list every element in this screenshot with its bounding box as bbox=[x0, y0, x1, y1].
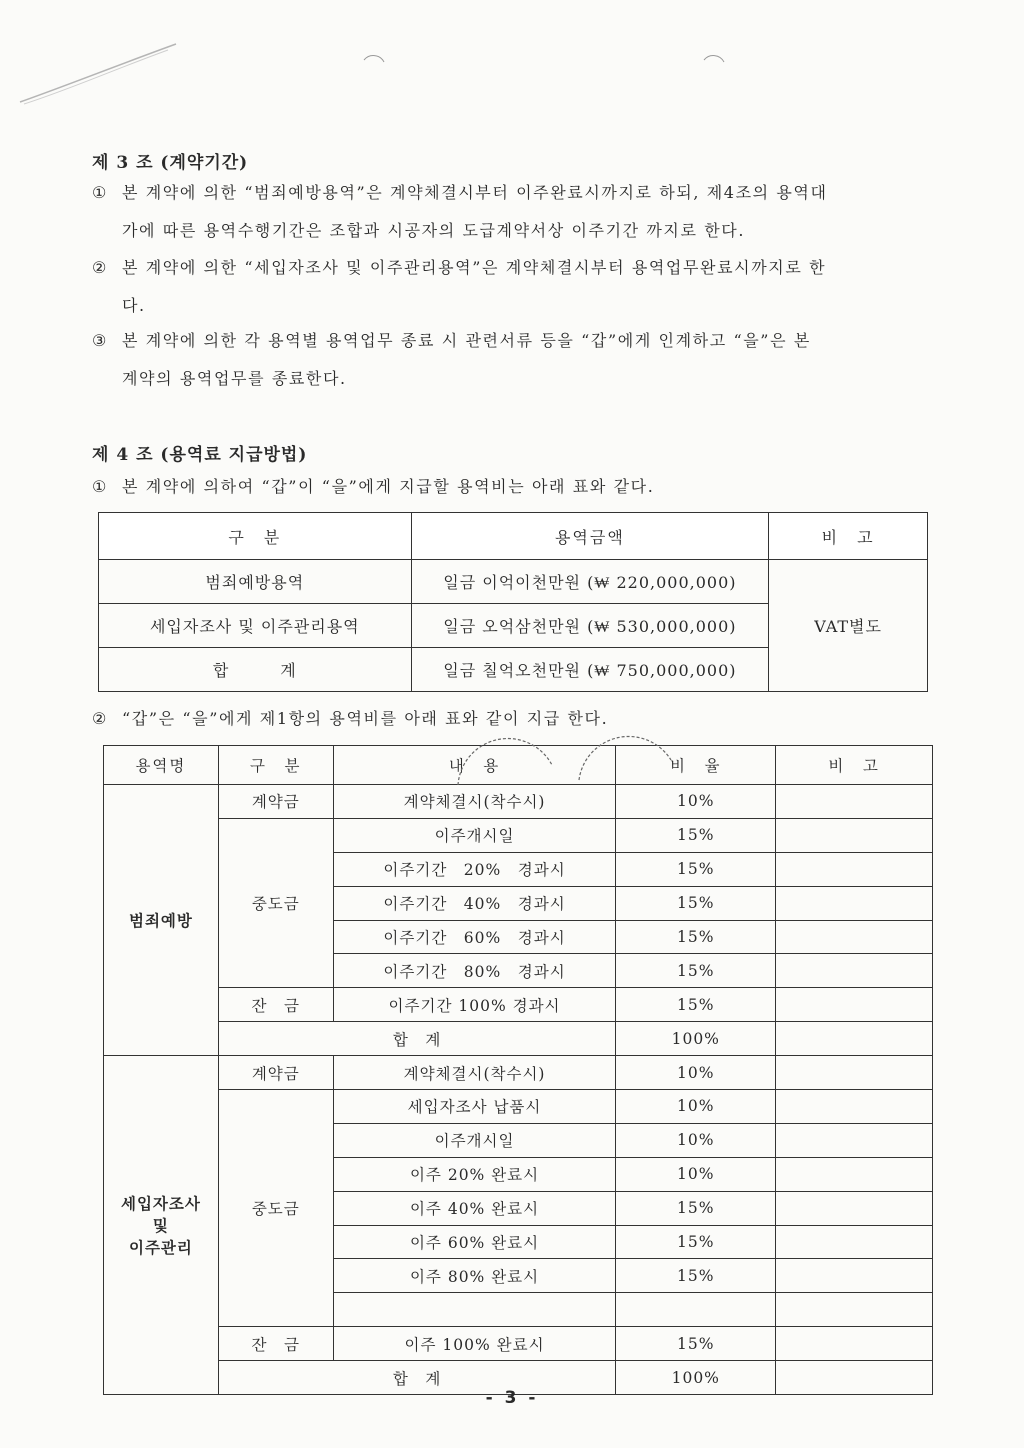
division-deposit: 계약금 bbox=[218, 785, 333, 819]
total-rate: 100% bbox=[616, 1361, 776, 1395]
rate-cell: 15% bbox=[616, 920, 776, 954]
content-cell: 계약체결시(착수시) bbox=[333, 1056, 616, 1090]
remarks-cell bbox=[776, 988, 933, 1022]
article-3-item-3 bbox=[92, 322, 942, 398]
header-remarks: 비 고 bbox=[776, 746, 933, 785]
service-name-crime-prevention: 범죄예방 bbox=[104, 785, 219, 1056]
content-cell: 이주기간 100% 경과시 bbox=[333, 988, 616, 1022]
service-fee-table bbox=[98, 512, 928, 692]
item-number: ③ bbox=[92, 331, 108, 350]
punch-hole-mark bbox=[360, 52, 388, 80]
content-cell: 이주 100% 완료시 bbox=[333, 1327, 616, 1361]
rate-cell: 15% bbox=[616, 886, 776, 920]
rate-cell: 15% bbox=[616, 1327, 776, 1361]
page-number: - 3 - bbox=[485, 1388, 539, 1408]
content-cell: 이주기간 20% 경과시 bbox=[333, 852, 616, 886]
table-row bbox=[104, 1056, 933, 1090]
content-cell: 이주 40% 완료시 bbox=[333, 1191, 616, 1225]
rate-cell: 10% bbox=[616, 1090, 776, 1124]
table-row bbox=[104, 988, 933, 1022]
remarks-cell bbox=[776, 1056, 933, 1090]
article-4-title: 제 4 조 (용역료 지급방법) bbox=[92, 445, 308, 465]
content-cell: 이주 20% 완료시 bbox=[333, 1157, 616, 1191]
item-number: ① bbox=[92, 183, 108, 202]
service-name-line: 이주관리 bbox=[128, 1238, 193, 1258]
rate-cell: 15% bbox=[616, 818, 776, 852]
service-amount: 일금 오억삼천만원 (₩ 530,000,000) bbox=[411, 604, 769, 648]
item-number: ① bbox=[92, 477, 108, 496]
article-3-title: 제 3 조 (계약기간) bbox=[92, 153, 249, 173]
service-name-line: 및 bbox=[152, 1216, 169, 1236]
punch-hole-mark bbox=[700, 52, 728, 80]
content-cell: 이주기간 60% 경과시 bbox=[333, 920, 616, 954]
rate-cell: 15% bbox=[616, 1259, 776, 1293]
division-middle: 중도금 bbox=[218, 1090, 333, 1327]
total-rate: 100% bbox=[616, 1022, 776, 1056]
remarks-cell bbox=[776, 1157, 933, 1191]
header-service-name: 용역명 bbox=[104, 746, 219, 785]
item-text: “갑”은 “을”에게 제1항의 용역비를 아래 표와 같이 지급 한다. bbox=[122, 709, 609, 728]
rate-cell: 10% bbox=[616, 1056, 776, 1090]
seal-stamp-mark bbox=[575, 725, 685, 795]
table-row bbox=[99, 560, 928, 604]
division-deposit: 계약금 bbox=[218, 1056, 333, 1090]
remarks-cell bbox=[776, 785, 933, 819]
remarks-cell bbox=[776, 1327, 933, 1361]
item-text-line1: 본 계약에 의한 각 용역별 용역업무 종료 시 관련서류 등을 “갑”에게 인계하고 “을”은 본 bbox=[122, 331, 811, 350]
service-name-tenant-survey bbox=[104, 1056, 219, 1395]
header-division: 구 분 bbox=[218, 746, 333, 785]
rate-cell bbox=[616, 1293, 776, 1327]
remarks-cell bbox=[776, 1225, 933, 1259]
header-content: 내 용 bbox=[333, 746, 616, 785]
service-name-line: 세입자조사 bbox=[120, 1194, 201, 1214]
article-3-item-2 bbox=[92, 249, 942, 325]
division-balance: 잔 금 bbox=[218, 1327, 333, 1361]
remarks-cell bbox=[776, 1293, 933, 1327]
content-cell: 세입자조사 납품시 bbox=[333, 1090, 616, 1124]
payment-schedule-table bbox=[103, 745, 933, 1395]
seal-stamp-mark bbox=[450, 725, 560, 795]
item-number: ② bbox=[92, 709, 108, 728]
remarks-cell bbox=[776, 1259, 933, 1293]
content-cell: 이주기간 40% 경과시 bbox=[333, 886, 616, 920]
table-total-row bbox=[104, 1022, 933, 1056]
vat-note: VAT별도 bbox=[769, 560, 928, 692]
article-3-item-1 bbox=[92, 174, 942, 250]
table-row bbox=[104, 818, 933, 852]
rate-cell: 15% bbox=[616, 1225, 776, 1259]
total-label: 합 계 bbox=[218, 1022, 616, 1056]
rate-cell: 10% bbox=[616, 1157, 776, 1191]
remarks-cell bbox=[776, 1191, 933, 1225]
content-cell: 이주기간 80% 경과시 bbox=[333, 954, 616, 988]
content-cell: 이주개시일 bbox=[333, 818, 616, 852]
remarks-cell bbox=[776, 1022, 933, 1056]
content-cell: 이주개시일 bbox=[333, 1123, 616, 1157]
scan-scratch-mark bbox=[18, 40, 178, 110]
content-cell: 이주 60% 완료시 bbox=[333, 1225, 616, 1259]
total-label: 합 계 bbox=[218, 1361, 616, 1395]
header-amount: 용역금액 bbox=[411, 513, 769, 560]
remarks-cell bbox=[776, 886, 933, 920]
service-name: 세입자조사 및 이주관리용역 bbox=[99, 604, 412, 648]
article-4-item-1 bbox=[92, 468, 942, 506]
rate-cell: 15% bbox=[616, 988, 776, 1022]
table-row bbox=[104, 1090, 933, 1124]
remarks-cell bbox=[776, 1123, 933, 1157]
division-balance: 잔 금 bbox=[218, 988, 333, 1022]
rate-cell: 10% bbox=[616, 785, 776, 819]
header-division: 구 분 bbox=[99, 513, 412, 560]
item-text-line2: 가에 따른 용역수행기간은 조합과 시공자의 도급계약서상 이주기간 까지로 한다. bbox=[122, 221, 746, 240]
service-name: 범죄예방용역 bbox=[99, 560, 412, 604]
header-rate: 비 율 bbox=[616, 746, 776, 785]
content-cell: 계약체결시(착수시) bbox=[333, 785, 616, 819]
rate-cell: 15% bbox=[616, 954, 776, 988]
rate-cell: 10% bbox=[616, 1123, 776, 1157]
table-header-row bbox=[99, 513, 928, 560]
item-text: 본 계약에 의하여 “갑”이 “을”에게 지급할 용역비는 아래 표와 같다. bbox=[122, 477, 655, 496]
remarks-cell bbox=[776, 818, 933, 852]
header-remarks: 비 고 bbox=[769, 513, 928, 560]
total-label: 합 계 bbox=[99, 648, 412, 692]
item-text-line2: 다. bbox=[122, 296, 146, 315]
item-text-line2: 계약의 용역업무를 종료한다. bbox=[122, 369, 347, 388]
item-number: ② bbox=[92, 258, 108, 277]
division-middle: 중도금 bbox=[218, 818, 333, 987]
item-text-line1: 본 계약에 의한 “범죄예방용역”은 계약체결시부터 이주완료시까지로 하되, 제4조의 용역대 bbox=[122, 183, 828, 202]
remarks-cell bbox=[776, 954, 933, 988]
service-amount: 일금 이억이천만원 (₩ 220,000,000) bbox=[411, 560, 769, 604]
rate-cell: 15% bbox=[616, 1191, 776, 1225]
remarks-cell bbox=[776, 852, 933, 886]
content-cell: 이주 80% 완료시 bbox=[333, 1259, 616, 1293]
remarks-cell bbox=[776, 920, 933, 954]
content-cell bbox=[333, 1293, 616, 1327]
item-text-line1: 본 계약에 의한 “세입자조사 및 이주관리용역”은 계약체결시부터 용역업무완료시까지로 한 bbox=[122, 258, 827, 277]
remarks-cell bbox=[776, 1090, 933, 1124]
table-row bbox=[104, 1327, 933, 1361]
rate-cell: 15% bbox=[616, 852, 776, 886]
total-amount: 일금 칠억오천만원 (₩ 750,000,000) bbox=[411, 648, 769, 692]
